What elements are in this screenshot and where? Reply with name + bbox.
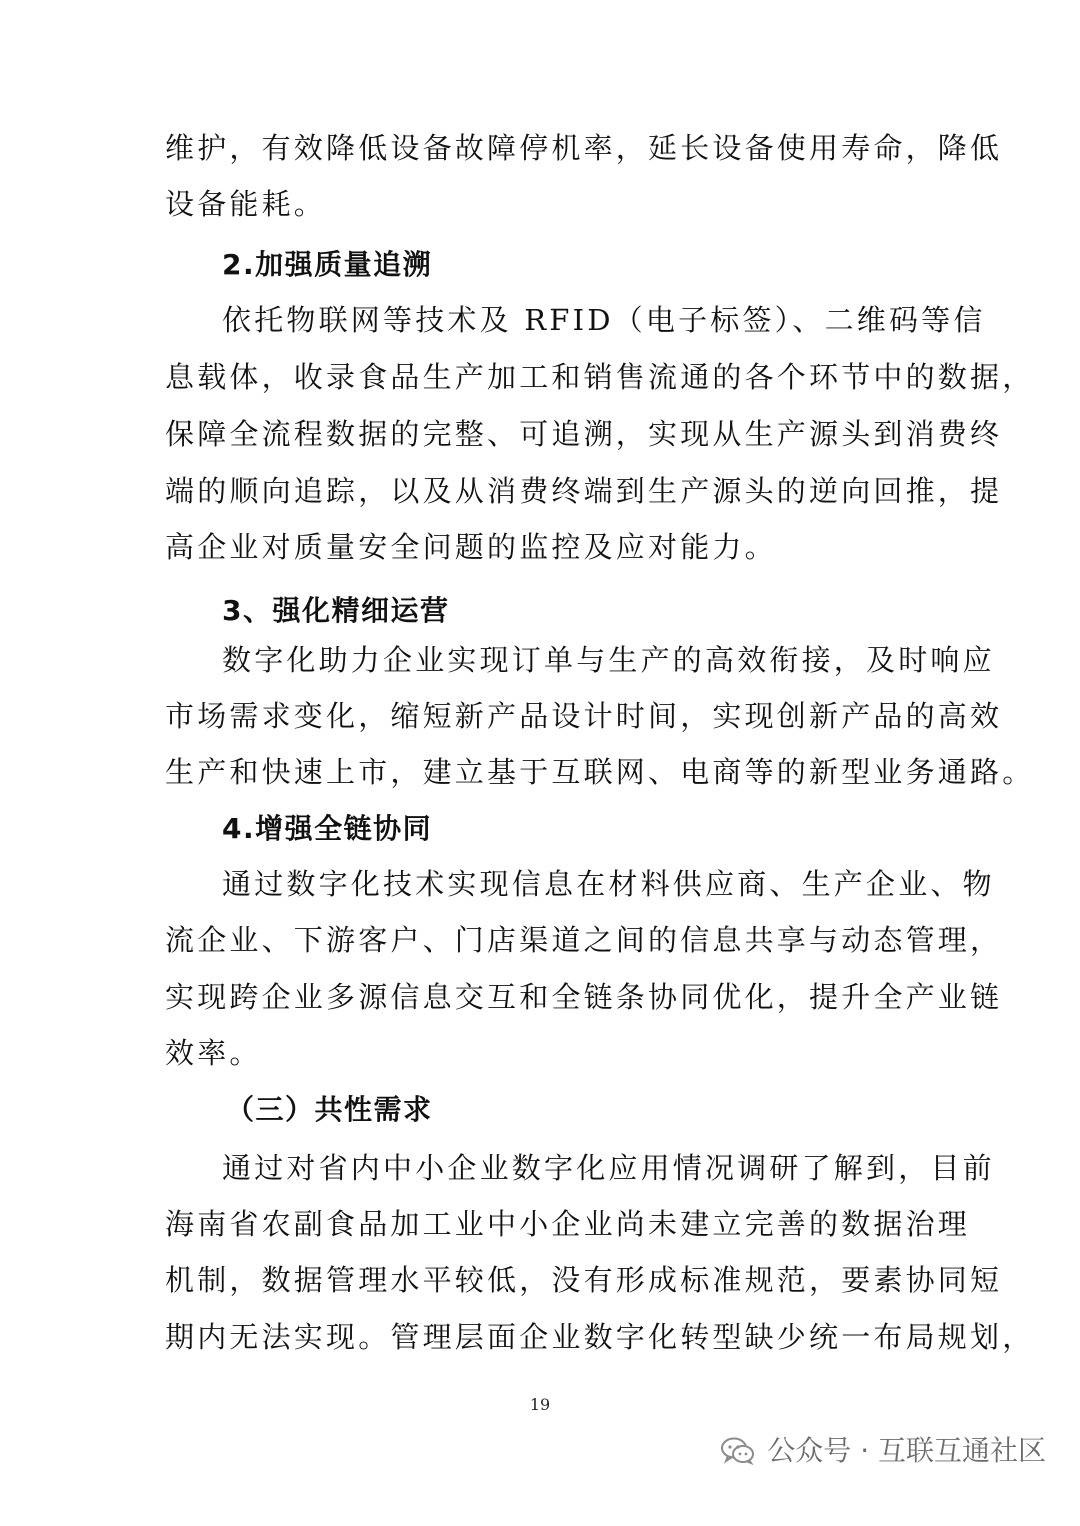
watermark-text: 公众号 · 互联互通社区 (767, 1434, 1046, 1467)
paragraph-line: 通过数字化技术实现信息在材料供应商、生产企业、物 (222, 867, 995, 901)
paragraph-line: 流企业、下游客户、门店渠道之间的信息共享与动态管理， (165, 923, 1003, 957)
paragraph-line: 息载体，收录食品生产加工和销售流通的各个环节中的数据， (165, 360, 1035, 394)
watermark (721, 1431, 1046, 1471)
paragraph-line: 端的顺向追踪，以及从消费终端到生产源头的逆向回推，提 (165, 474, 1003, 508)
paragraph-line: 设备能耗。 (165, 187, 327, 221)
paragraph-line: 实现跨企业多源信息交互和全链条协同优化，提升全产业链 (165, 980, 1003, 1014)
paragraph-line: 生产和快速上市，建立基于互联网、电商等的新型业务通路。 (165, 755, 1035, 789)
paragraph-line: 保障全流程数据的完整、可追溯，实现从生产源头到消费终 (165, 417, 1003, 451)
paragraph-line: 维护，有效降低设备故障停机率，延长设备使用寿命，降低 (165, 131, 1003, 165)
section-heading: 4.增强全链协同 (222, 812, 433, 845)
paragraph-line: 效率。 (165, 1036, 262, 1070)
paragraph-line: 数字化助力企业实现订单与生产的高效衔接，及时响应 (222, 643, 995, 677)
paragraph-line: 期内无法实现。管理层面企业数字化转型缺少统一布局规划， (165, 1320, 1035, 1354)
paragraph-line: 市场需求变化，缩短新产品设计时间，实现创新产品的高效 (165, 699, 1003, 733)
section-heading: （三）共性需求 (226, 1093, 433, 1126)
paragraph-line: 机制，数据管理水平较低，没有形成标准规范，要素协同短 (165, 1263, 1003, 1297)
page-number: 19 (529, 1395, 551, 1414)
paragraph-line: 高企业对质量安全问题的监控及应对能力。 (165, 530, 777, 564)
paragraph-line: 海南省农副食品加工业中小企业尚未建立完善的数据治理 (165, 1207, 971, 1241)
paragraph-line: 通过对省内中小企业数字化应用情况调研了解到，目前 (222, 1151, 995, 1185)
section-heading: 3、强化精细运营 (222, 594, 450, 627)
paragraph-line: 依托物联网等技术及 RFID（电子标签）、二维码等信 (222, 303, 986, 337)
wechat-icon (721, 1437, 755, 1465)
section-heading: 2.加强质量追溯 (222, 248, 433, 281)
